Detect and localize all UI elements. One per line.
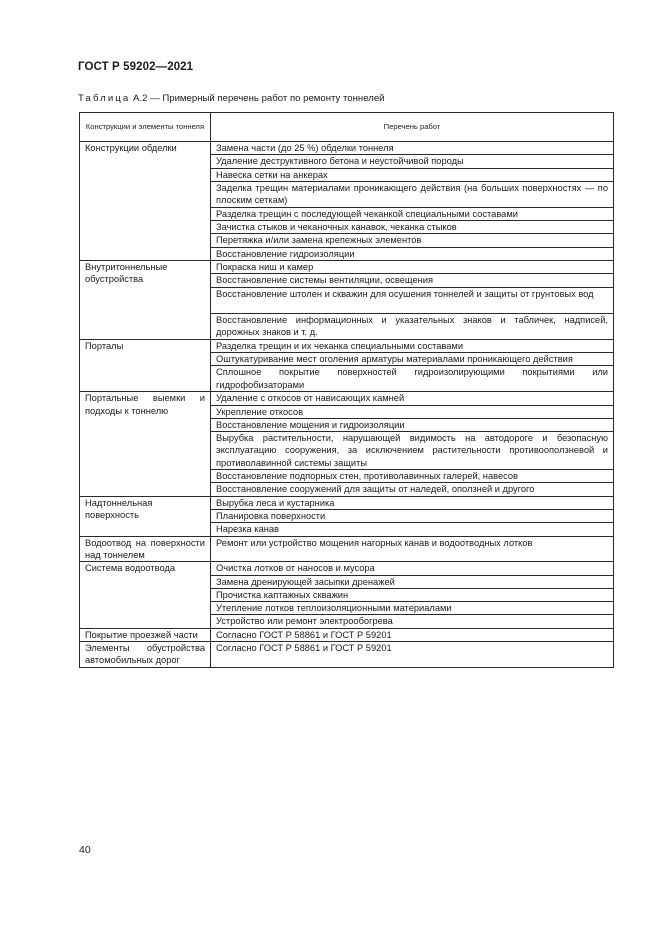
work-cell: Согласно ГОСТ Р 58861 и ГОСТ Р 59201 bbox=[211, 628, 614, 641]
work-cell: Перетяжка и/или замена крепежных элементов bbox=[211, 234, 614, 247]
table-row bbox=[80, 339, 614, 352]
work-cell: Зачистка стыков и чеканочных канавок, чеканка стыков bbox=[211, 221, 614, 234]
table-row bbox=[80, 628, 614, 641]
work-cell: Восстановление системы вентиляции, освещения bbox=[211, 274, 614, 287]
table-row bbox=[80, 392, 614, 405]
page-header-standard-code: ГОСТ Р 59202—2021 bbox=[78, 61, 194, 73]
work-cell: Нарезка канав bbox=[211, 523, 614, 536]
table-body bbox=[80, 142, 614, 668]
construction-cell: Покрытие проезжей части bbox=[80, 628, 211, 641]
table-row bbox=[80, 536, 614, 562]
work-cell: Утепление лотков теплоизоляционными материалами bbox=[211, 602, 614, 615]
work-cell: Удаление с откосов от нависающих камней bbox=[211, 392, 614, 405]
work-cell: Замена дренирующей засыпки дренажей bbox=[211, 575, 614, 588]
construction-cell: Водоотвод на поверхности над тоннелем bbox=[80, 536, 211, 562]
construction-cell: Надтоннельная поверхность bbox=[80, 496, 211, 536]
work-cell: Восстановление подпорных стен, противолавинных галерей, навесов bbox=[211, 470, 614, 483]
work-cell: Заделка трещин материалами проникающего действия (на больших поверхностях — по плоским сеткам) bbox=[211, 181, 614, 207]
page-number: 40 bbox=[79, 844, 91, 856]
work-cell: Согласно ГОСТ Р 58861 и ГОСТ Р 59201 bbox=[211, 642, 614, 668]
table-caption-text: — Примерный перечень работ по ремонту тоннелей bbox=[150, 93, 385, 104]
construction-cell: Портальные выемки и подходы к тоннелю bbox=[80, 392, 211, 496]
work-cell: Удаление деструктивного бетона и неустойчивой породы bbox=[211, 155, 614, 168]
table-header-row bbox=[80, 113, 614, 142]
header-works-list: Перечень работ bbox=[211, 113, 614, 142]
work-cell: Замена части (до 25 %) обделки тоннеля bbox=[211, 142, 614, 155]
construction-cell: Система водоотвода bbox=[80, 562, 211, 628]
work-cell: Вырубка растительности, нарушающей видимость на автодороге и безопасную эксплуатацию сооружения, за исключением растительности противооползневой и противолавинной системы защиты bbox=[211, 432, 614, 470]
table-row bbox=[80, 142, 614, 155]
construction-cell: Порталы bbox=[80, 339, 211, 392]
work-cell: Восстановление информационных и указательных знаков и табличек, надписей, дорожных знаков и т. д. bbox=[211, 313, 614, 339]
table-row bbox=[80, 496, 614, 509]
table-row bbox=[80, 261, 614, 274]
work-cell: Покраска ниш и камер bbox=[211, 261, 614, 274]
work-cell: Прочистка каптажных скважин bbox=[211, 588, 614, 601]
work-cell: Устройство или ремонт электрообогрева bbox=[211, 615, 614, 628]
table-caption-label: Таблица bbox=[78, 93, 131, 104]
work-cell: Разделка трещин и их чеканка специальными составами bbox=[211, 339, 614, 352]
work-cell: Ремонт или устройство мощения нагорных канав и водоотводных лотков bbox=[211, 536, 614, 562]
construction-cell: Конструкции обделки bbox=[80, 142, 211, 261]
work-cell: Очистка лотков от наносов и мусора bbox=[211, 562, 614, 575]
work-cell: Разделка трещин с последующей чеканкой специальными составами bbox=[211, 207, 614, 220]
work-cell: Укрепление откосов bbox=[211, 405, 614, 418]
table-caption-number: А.2 bbox=[133, 93, 148, 104]
work-cell: Навеска сетки на анкерах bbox=[211, 168, 614, 181]
work-cell: Восстановление мощения и гидроизоляции bbox=[211, 418, 614, 431]
table-row bbox=[80, 642, 614, 668]
header-constructions: Конструкции и элементы тоннеля bbox=[80, 113, 211, 142]
work-cell: Планировка поверхности bbox=[211, 510, 614, 523]
repair-works-table bbox=[79, 112, 614, 668]
work-cell: Восстановление гидроизоляции bbox=[211, 247, 614, 260]
work-cell: Сплошное покрытие поверхностей гидроизолирующими покрытиями или гидрофобизаторами bbox=[211, 366, 614, 392]
work-cell: Восстановление сооружений для защиты от наледей, оползней и другого bbox=[211, 483, 614, 496]
table-row bbox=[80, 562, 614, 575]
construction-cell: Элементы обустройства автомобильных дорог bbox=[80, 642, 211, 668]
work-cell: Вырубка леса и кустарника bbox=[211, 496, 614, 509]
construction-cell: Внутритоннельные обустройства bbox=[80, 261, 211, 340]
work-cell: Оштукатуривание мест оголения арматуры материалами проникающего действия bbox=[211, 352, 614, 365]
table-caption bbox=[78, 93, 385, 104]
work-cell: Восстановление штолен и скважин для осушения тоннелей и защиты от грунтовых вод bbox=[211, 287, 614, 313]
